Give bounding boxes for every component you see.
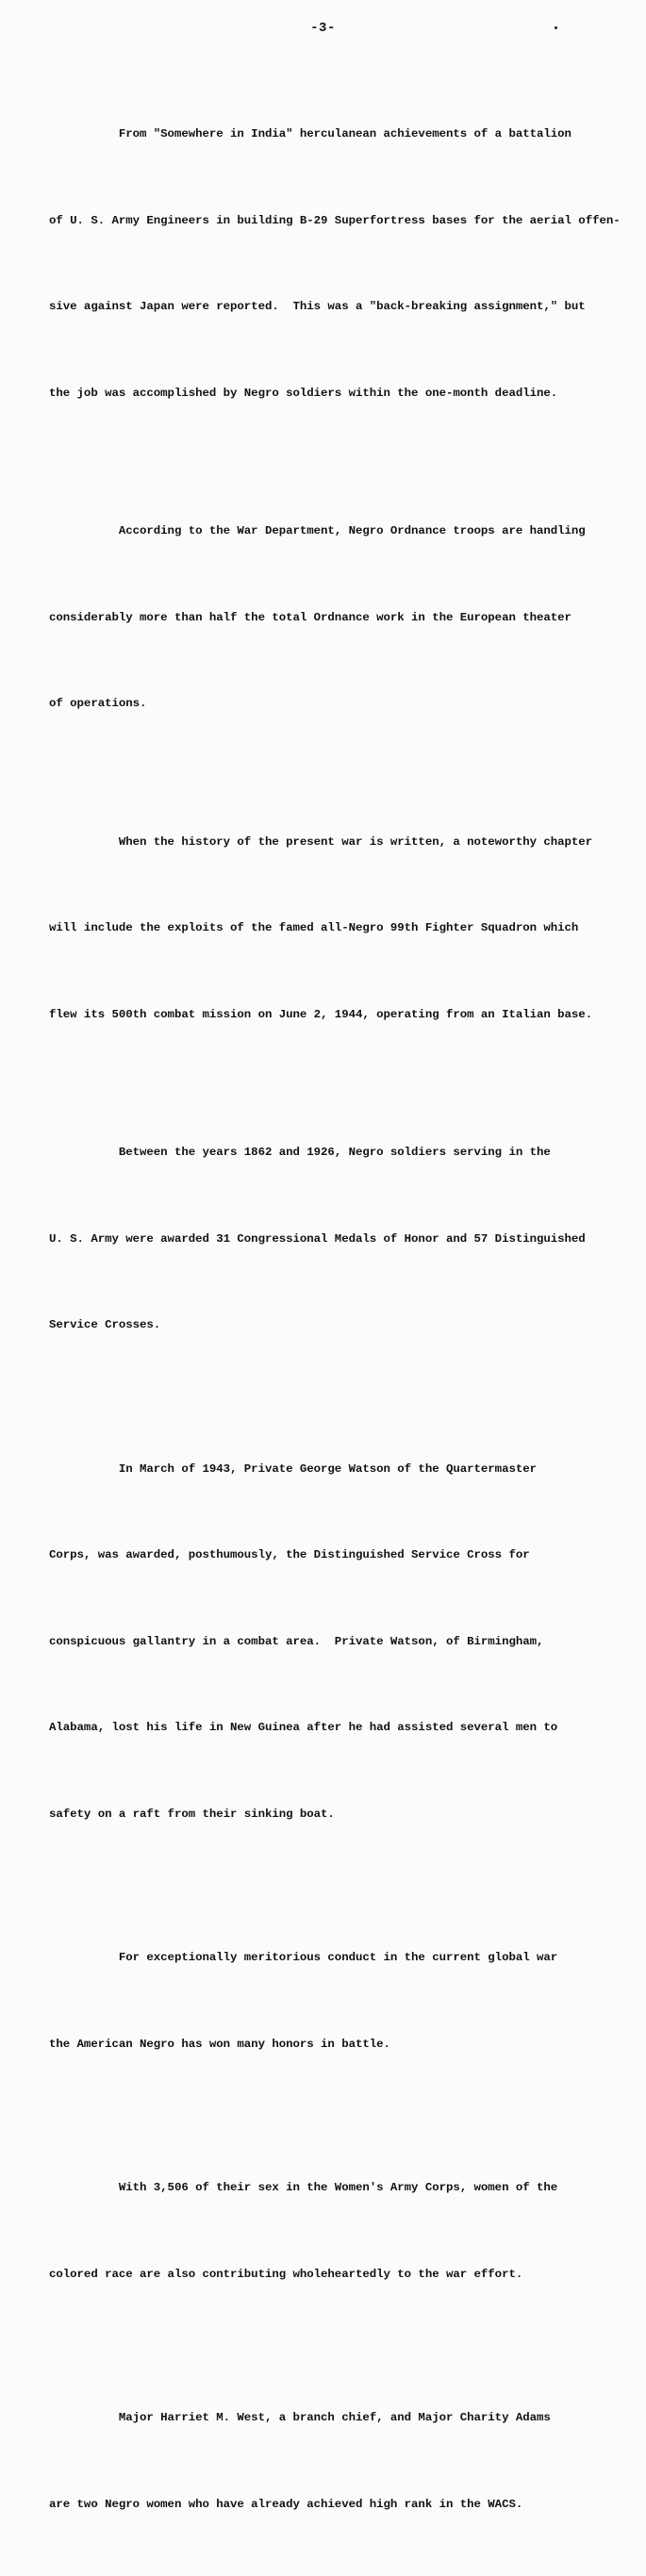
- paragraph-b29-bases: [49, 62, 624, 465]
- paragraph-ordnance: [49, 459, 624, 776]
- text-line: With 3,506 of their sex in the Women's Army Corps, women of the: [49, 2181, 558, 2194]
- text-line: safety on a raft from their sinking boat.: [49, 1807, 335, 1821]
- text-line: colored race are also contributing wholeheartedly to the war effort.: [49, 2267, 523, 2281]
- text-line: the job was accomplished by Negro soldiers within the one-month deadline.: [49, 386, 558, 400]
- text-line: From "Somewhere in India" herculanean achievements of a battalion: [49, 127, 571, 140]
- text-line: considerably more than half the total Ordnance work in the European theater: [49, 610, 571, 624]
- text-line: When the history of the present war is written, a noteworthy chapter: [49, 834, 593, 849]
- paragraph-wac-officers: [49, 2346, 624, 2576]
- text-line: conspicuous gallantry in a combat area. Private Watson, of Birmingham,: [49, 1634, 544, 1648]
- text-line: Between the years 1862 and 1926, Negro soldiers serving in the: [49, 1146, 551, 1159]
- paragraph-99th-squadron: [49, 770, 624, 1087]
- text-line: are two Negro women who have already achieved high rank in the WACS.: [49, 2497, 523, 2511]
- paragraph-wac: [49, 2116, 624, 2346]
- text-line: U. S. Army were awarded 31 Congressional Medals of Honor and 57 Distinguished: [49, 1231, 586, 1246]
- text-line: In March of 1943, Private George Watson of the Quartermaster: [49, 1461, 537, 1476]
- text-line: the American Negro has won many honors in battle.: [49, 2037, 390, 2051]
- paragraph-george-watson: [49, 1397, 624, 1887]
- text-line: For exceptionally meritorious conduct in the current global war: [49, 1951, 558, 1964]
- text-line: of U. S. Army Engineers in building B-29 Superfortress bases for the aerial offen-: [49, 213, 621, 227]
- body-text: [49, 62, 624, 2576]
- paragraph-medals: [49, 1081, 624, 1397]
- text-line: Service Crosses.: [49, 1318, 161, 1331]
- paragraph-honors: [49, 1886, 624, 2116]
- text-line: of operations.: [49, 697, 147, 710]
- page-number: -3-: [310, 21, 336, 36]
- text-line: Major Harriet M. West, a branch chief, and Major Charity Adams: [49, 2411, 551, 2424]
- text-line: Corps, was awarded, posthumously, the Distinguished Service Cross for: [49, 1548, 530, 1561]
- text-line: According to the War Department, Negro Ordnance troops are handling: [49, 524, 586, 537]
- text-line: sive against Japan were reported. This was a "back-breaking assignment," but: [49, 300, 586, 313]
- text-line: Alabama, lost his life in New Guinea after he had assisted several men to: [49, 1721, 558, 1734]
- text-line: flew its 500th combat mission on June 2, 1944, operating from an Italian base.: [49, 1007, 593, 1021]
- scan-speck: [555, 26, 557, 29]
- text-line: will include the exploits of the famed all-Negro 99th Fighter Squadron which: [49, 921, 579, 934]
